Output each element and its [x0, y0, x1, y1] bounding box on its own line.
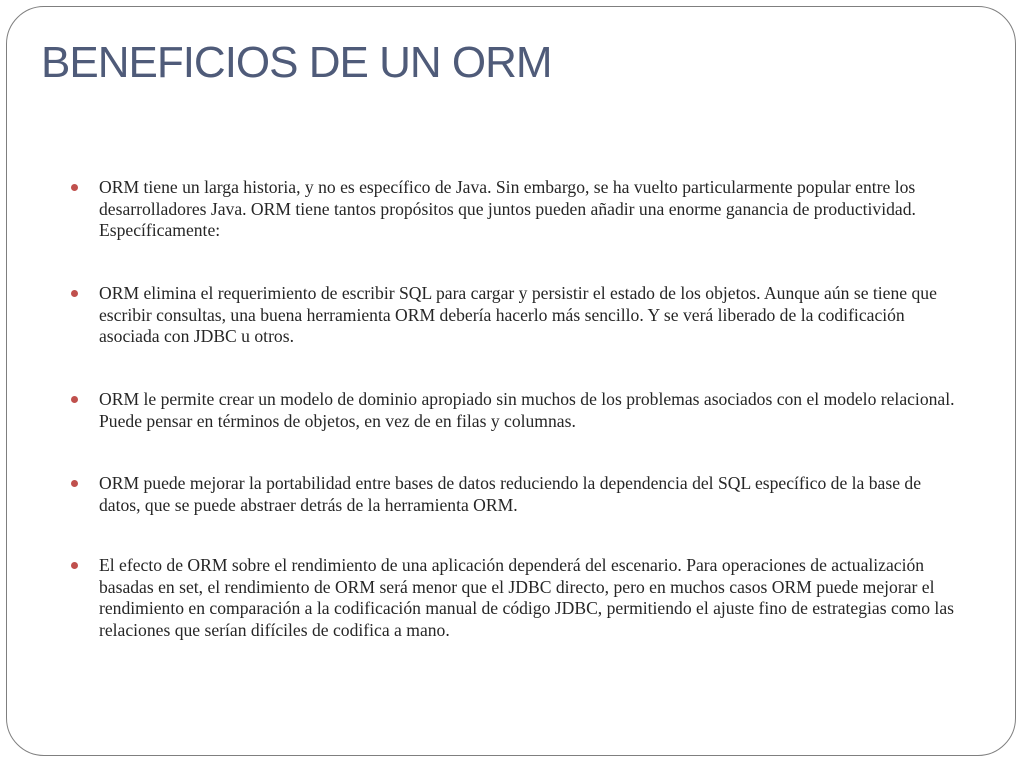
bullet-dot-icon	[71, 480, 78, 487]
bullet-item	[71, 389, 961, 473]
bullet-text: ORM tiene un larga historia, y no es específico de Java. Sin embargo, se ha vuelto particularmente popular entre los desarrolladores Java. ORM tiene tantos propósitos que juntos pueden añadir una enorme ganancia de productividad. Específicamente:	[99, 177, 916, 240]
bullet-dot-icon	[71, 184, 78, 191]
bullet-item	[71, 177, 961, 283]
bullet-item	[71, 283, 961, 389]
bullet-dot-icon	[71, 396, 78, 403]
bullet-item	[71, 555, 961, 645]
bullet-text: El efecto de ORM sobre el rendimiento de una aplicación dependerá del escenario. Para operaciones de actualización basadas en set, el rendimiento de ORM será menor que el JDBC directo, pero en muchos casos ORM puede mejorar el rendimiento en comparación a la codificación manual de código JDBC, permitiendo el ajuste fino de estrategias como las relaciones que serían difíciles de codifica a mano.	[99, 555, 954, 640]
bullet-dot-icon	[71, 290, 78, 297]
bullet-dot-icon	[71, 562, 78, 569]
bullet-text: ORM elimina el requerimiento de escribir SQL para cargar y persistir el estado de los objetos. Aunque aún se tiene que escribir consultas, una buena herramienta ORM debería hacerlo más sencillo. Y se verá liberado de la codificación asociada con JDBC u otros.	[99, 283, 937, 346]
bullet-text: ORM puede mejorar la portabilidad entre bases de datos reduciendo la dependencia del SQL específico de la base de datos, que se puede abstraer detrás de la herramienta ORM.	[99, 473, 922, 515]
slide-frame	[6, 6, 1016, 756]
bullet-list	[71, 177, 961, 645]
bullet-item	[71, 473, 961, 555]
slide-title: BENEFICIOS DE UN ORM	[41, 38, 552, 87]
bullet-text: ORM le permite crear un modelo de dominio apropiado sin muchos de los problemas asociados con el modelo relacional. Puede pensar en términos de objetos, en vez de en filas y columnas.	[99, 389, 955, 431]
